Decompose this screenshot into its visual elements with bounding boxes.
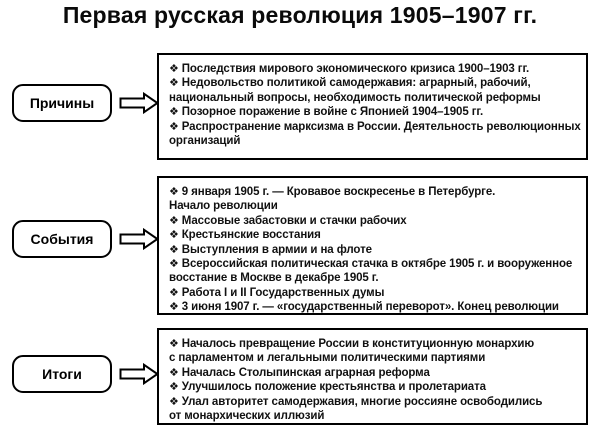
list-item-continuation: от монархических иллюзий <box>169 410 325 423</box>
list-item-text: 3 июня 1907 г. — «государственный переворот». Конец революции <box>181 301 559 314</box>
bullet-star-icon: ❖ <box>169 381 179 394</box>
list-item <box>169 337 578 351</box>
section-label-box <box>12 84 112 122</box>
bullet-star-icon: ❖ <box>169 214 179 227</box>
list-item-text: Выступления в армии и на флоте <box>181 243 372 256</box>
section-label-text: Итоги <box>42 366 82 382</box>
bullet-star-icon: ❖ <box>169 63 179 75</box>
bullet-star-icon: ❖ <box>169 186 179 198</box>
list-item <box>169 257 578 271</box>
section-content-box <box>157 53 588 160</box>
section-label-text: События <box>30 231 94 247</box>
list-item-text: Работа I и II Государственных думы <box>181 286 385 299</box>
list-item-text: Массовые забастовки и стачки рабочих <box>181 214 407 227</box>
list-item-text: Улал авторитет самодержавия, многие россияне освободились <box>181 395 543 408</box>
bullet-star-icon: ❖ <box>169 120 179 133</box>
list-item-continuation: восстание в Москве в декабре 1905 г. <box>169 272 379 285</box>
list-item <box>169 76 578 90</box>
bullet-star-icon: ❖ <box>169 366 179 379</box>
list-item-text: Последствия мирового экономического кризиса 1900–1903 гг. <box>181 63 530 75</box>
list-item-text: 9 января 1905 г. — Кровавое воскресенье в Петербурге. <box>181 186 496 198</box>
bullet-star-icon: ❖ <box>169 301 179 314</box>
section-label-text: Причины <box>29 95 95 111</box>
section-lines <box>159 330 586 428</box>
right-arrow-icon <box>119 228 159 250</box>
list-item <box>169 214 578 228</box>
list-item <box>169 366 578 380</box>
list-item-continuation: национальный вопросы, необходимость политической реформы <box>169 91 541 104</box>
list-item <box>169 105 578 119</box>
list-item <box>169 120 581 134</box>
section-lines <box>159 55 586 153</box>
section-row <box>0 328 600 425</box>
list-item <box>169 300 578 314</box>
right-arrow-icon <box>119 363 159 385</box>
page-title: Первая русская революция 1905–1907 гг. <box>62 2 538 28</box>
list-item-text: Недовольство политикой самодержавия: аграрный, рабочий, <box>181 77 531 90</box>
list-item <box>169 395 578 409</box>
list-item-continuation: организаций <box>169 135 241 148</box>
bullet-star-icon: ❖ <box>169 338 179 350</box>
list-item <box>169 228 578 242</box>
bullet-star-icon: ❖ <box>169 243 179 256</box>
list-item-text: Распространение марксизма в России. Деятельность революционных <box>181 120 581 133</box>
section-content-box <box>157 328 588 425</box>
bullet-star-icon: ❖ <box>169 286 179 299</box>
list-item <box>169 380 578 394</box>
list-item-text: Улучшилось положение крестьянства и пролетариата <box>181 381 486 394</box>
list-item-text: Началась Столыпинская аграрная реформа <box>181 366 430 379</box>
section-content-box <box>157 176 588 315</box>
list-item-text: Всероссийская политическая стачка в октябре 1905 г. и вооруженное <box>181 258 573 271</box>
list-item-text: Началось превращение России в конституционную монархию <box>181 338 535 350</box>
section-label-box <box>12 220 112 258</box>
list-item-text: Позорное поражение в войне с Японией 1904–1905 гг. <box>181 106 484 119</box>
section-row <box>0 53 600 160</box>
right-arrow-icon <box>119 92 159 114</box>
list-item <box>169 185 578 199</box>
list-item <box>169 243 578 257</box>
bullet-star-icon: ❖ <box>169 106 179 119</box>
section-label-box <box>12 355 112 393</box>
bullet-star-icon: ❖ <box>169 77 179 90</box>
section-row <box>0 176 600 315</box>
list-item-continuation: с парламентом и легальными политическими партиями <box>169 352 486 365</box>
list-item-text: Крестьянские восстания <box>181 229 321 242</box>
list-item <box>169 286 578 300</box>
bullet-star-icon: ❖ <box>169 229 179 242</box>
section-lines <box>159 178 586 320</box>
list-item <box>169 62 578 76</box>
bullet-star-icon: ❖ <box>169 395 179 408</box>
list-item-continuation: Начало революции <box>169 200 278 213</box>
bullet-star-icon: ❖ <box>169 258 179 271</box>
